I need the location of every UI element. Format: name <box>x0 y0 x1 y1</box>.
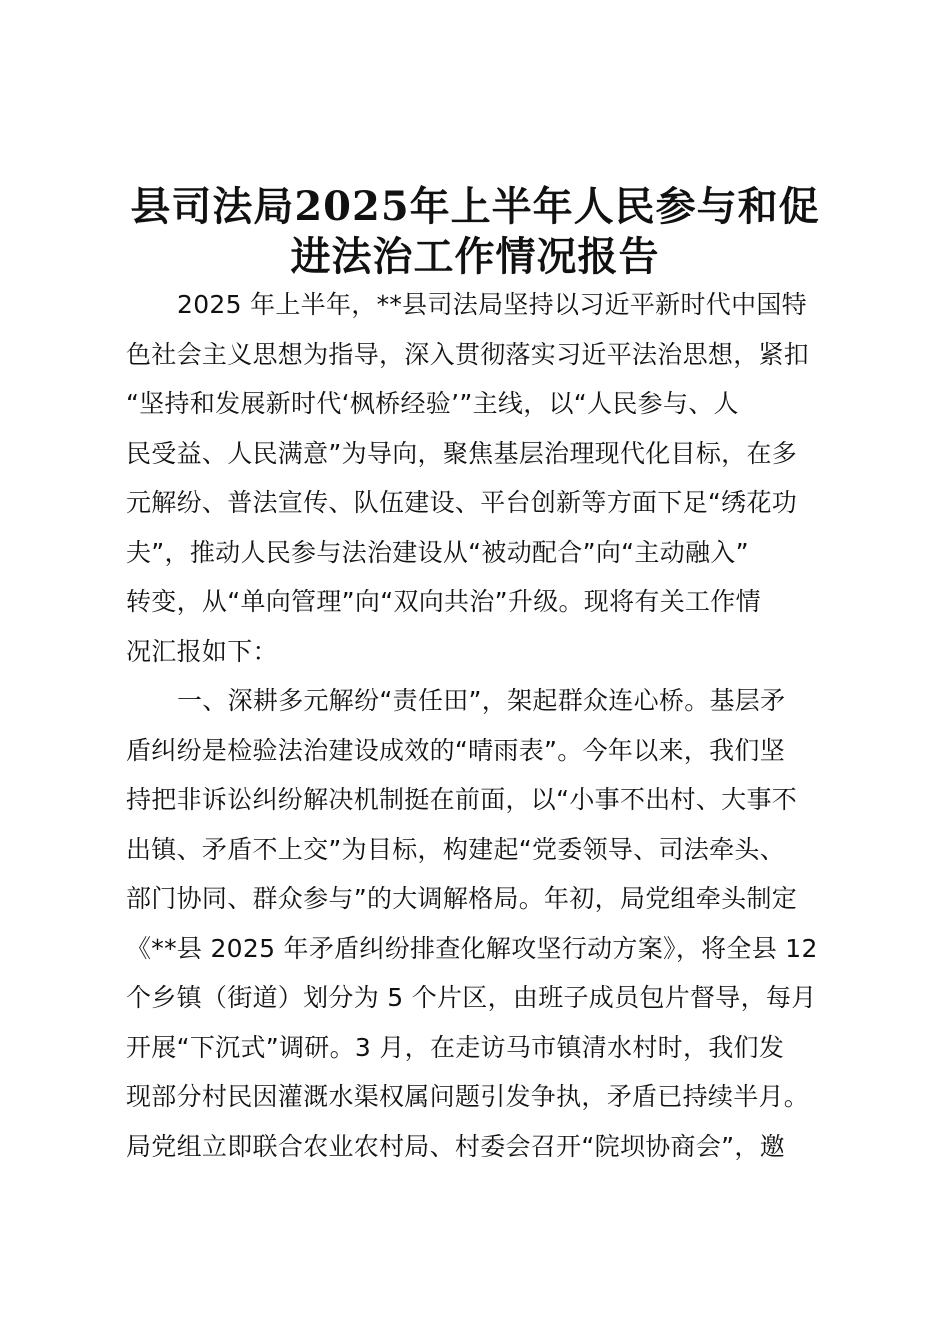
document-title-line-1: 县司法局2025年上半年人民参与和促 <box>130 183 820 230</box>
paragraph-line: 个乡镇（街道）划分为 5 个片区，由班子成员包片督导，每月 <box>126 983 817 1012</box>
document-body <box>126 280 836 1171</box>
paragraph-line: 况汇报如下： <box>126 636 278 666</box>
paragraph-line: 持把非诉讼纠纷解决机制挺在前面，以“小事不出村、大事不 <box>126 785 798 814</box>
paragraph-line: 开展“下沉式”调研。3 月，在走访马市镇清水村时，我们发 <box>126 1032 785 1062</box>
paragraph-section-1 <box>126 676 836 1171</box>
paragraph-line: 转变，从“单向管理”向“双向共治”升级。现将有关工作情 <box>126 587 761 616</box>
paragraph-line: 夫”，推动人民参与法治建设从“被动配合”向“主动融入” <box>126 537 749 567</box>
paragraph-line: 盾纠纷是检验法治建设成效的“晴雨表”。今年以来，我们坚 <box>126 735 786 765</box>
paragraph-line: 一、深耕多元解纷“责任田”，架起群众连心桥。基层矛 <box>177 686 786 715</box>
paragraph-line: 部门协同、群众参与”的大调解格局。年初，局党组牵头制定 <box>126 884 798 913</box>
paragraph-line: 2025 年上半年，**县司法局坚持以习近平新时代中国特 <box>177 290 807 319</box>
document-title-line-2: 进法治工作情况报告 <box>290 233 660 280</box>
paragraph-line: 现部分村民因灌溉水渠权属问题引发争执，矛盾已持续半月。 <box>126 1082 810 1111</box>
paragraph-line: 色社会主义思想为指导，深入贯彻落实习近平法治思想，紧扣 <box>126 339 810 369</box>
paragraph-line: 出镇、矛盾不上交”为目标，构建起“党委领导、司法牵头、 <box>126 834 786 864</box>
paragraph-line: 民受益、人民满意”为导向，聚焦基层治理现代化目标，在多 <box>126 438 798 468</box>
paragraph-intro <box>126 280 836 676</box>
paragraph-line: “坚持和发展新时代‘枫桥经验’”主线，以“人民参与、人 <box>126 389 739 418</box>
paragraph-line: 元解纷、普法宣传、队伍建设、平台创新等方面下足“绣花功 <box>126 488 798 517</box>
paragraph-line: 《**县 2025 年矛盾纠纷排查化解攻坚行动方案》，将全县 12 <box>126 933 818 963</box>
paragraph-line: 局党组立即联合农业农村局、村委会召开“院坝协商会”，邀 <box>126 1131 786 1161</box>
